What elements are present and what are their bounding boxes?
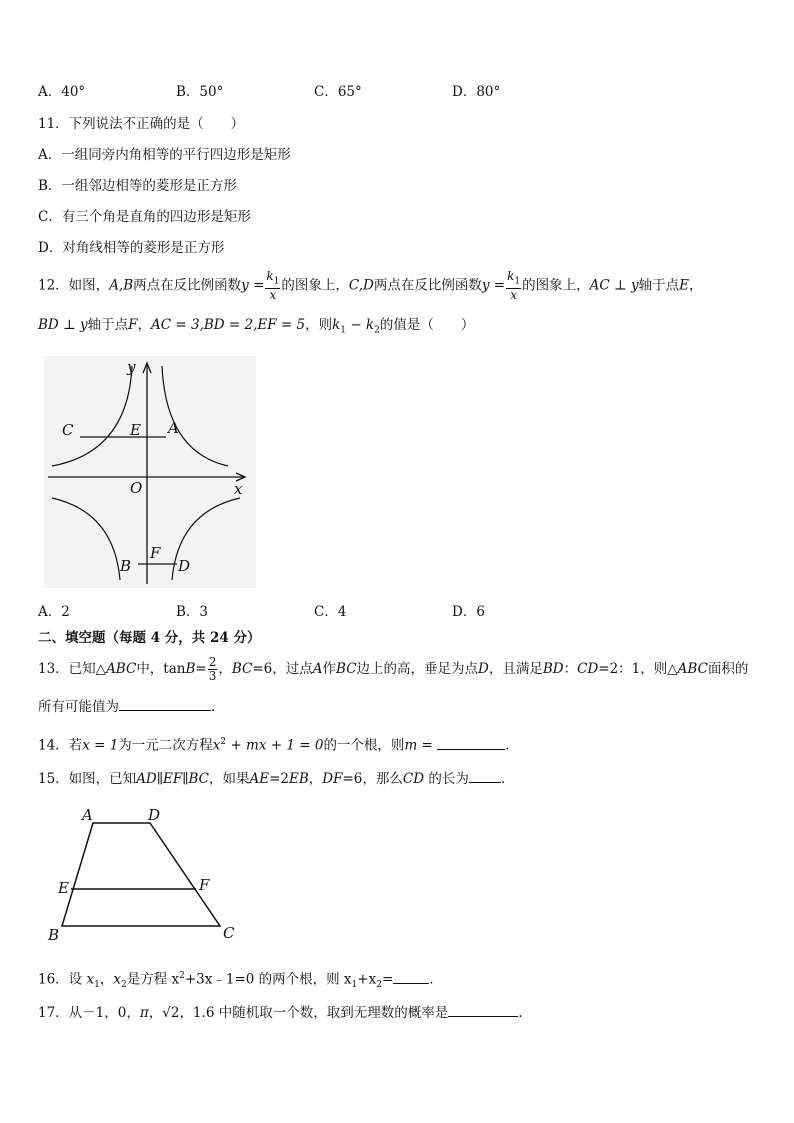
q12-stem-line2: BD ⊥ y轴于点F，AC = 3,BD = 2,EF = 5，则$k_1 - k_2$的值是（ ） — [38, 317, 475, 336]
fraction-k1-over-x: $\frac{k_1}{x}$ — [266, 269, 280, 303]
label-b: B — [120, 557, 132, 575]
sqrt-2: √2 — [162, 1005, 180, 1021]
q13-stem-line2: 所有可能值为 . — [38, 696, 215, 717]
label-a: A — [82, 806, 93, 824]
label-o: O — [130, 479, 143, 497]
label-f: F — [199, 876, 210, 894]
label-e: E — [130, 421, 141, 439]
q17-answer-blank[interactable] — [448, 1002, 518, 1017]
q10-option-c: C．65° — [314, 84, 362, 100]
q11-option-a: A．一组同旁内角相等的平行四边形是矩形 — [38, 147, 291, 163]
label-d: D — [148, 806, 161, 824]
label-x: x — [234, 480, 243, 498]
q12-graph — [44, 356, 256, 588]
label-y: y — [127, 358, 136, 376]
q12-stem-line1: 12．如图，A,B两点在反比例函数y = $\frac{k_1}{x}$ 的图象上，C,D两点在反比例函数y = $\frac{k_1}{x}$ 的图象上，AC ⊥ y轴于点E， — [38, 269, 703, 303]
fraction-k1-over-x-2: $\frac{k_1}{x}$ — [507, 269, 521, 303]
q11-option-c: C．有三个角是直角的四边形是矩形 — [38, 209, 251, 225]
section-fill-in-blank-heading: 二、填空题（每题 4 分，共 24 分） — [38, 630, 261, 646]
label-c: C — [223, 924, 235, 942]
q15-answer-blank[interactable] — [469, 768, 501, 783]
label-c: C — [62, 421, 74, 439]
q10-option-b: B．50° — [176, 84, 224, 100]
q11-option-b: B．一组邻边相等的菱形是正方形 — [38, 178, 237, 194]
fraction-2-over-3: $\frac{2}{3}$ — [208, 655, 217, 683]
q12-option-b: B．3 — [176, 604, 209, 620]
label-e: E — [58, 879, 69, 897]
q16-stem: 16．设 $x_1$，$x_2$是方程 $x^2+3x﹣1=0$ 的两个根，则 $x_1+x_2=$ . — [38, 966, 434, 995]
q10-option-a: A．40° — [38, 84, 86, 100]
q13-answer-blank[interactable] — [119, 696, 211, 711]
label-a: A — [168, 419, 179, 437]
trapezoid-abcd — [62, 823, 220, 926]
q14-stem: 14．若x = 1为一元二次方程$x^2$ + mx + 1 = 0的一个根，则m = . — [38, 732, 509, 756]
q12-option-d: D．6 — [452, 604, 485, 620]
q16-answer-blank[interactable] — [393, 969, 429, 984]
q17-stem: 17．从－1，0，π，√2，1.6 中随机取一个数，取到无理数的概率是 . — [38, 1002, 523, 1023]
q15-figure — [44, 802, 244, 944]
q15-stem: 15．如图，已知AD∥EF∥BC，如果AE=2EB，DF=6，那么CD 的长为 . — [38, 768, 505, 789]
label-f: F — [150, 544, 161, 562]
q11-stem: 11．下列说法不正确的是（ ） — [38, 116, 245, 132]
q12-figure — [44, 356, 256, 588]
label-d: D — [178, 557, 191, 575]
q10-option-d: D．80° — [452, 84, 501, 100]
label-b: B — [48, 926, 60, 944]
q12-option-a: A．2 — [38, 604, 70, 620]
q14-answer-blank[interactable] — [437, 735, 505, 750]
q15-trapezoid — [44, 802, 244, 944]
q12-option-c: C．4 — [314, 604, 347, 620]
q13-stem-line1: 13．已知△ABC中，tanB= $\frac{2}{3}$ ，BC=6，过点A作BC边上的高，垂足为点D，且满足BD：CD=2：1，则△ABC面积的 — [38, 655, 749, 683]
q11-option-d: D．对角线相等的菱形是正方形 — [38, 240, 225, 256]
